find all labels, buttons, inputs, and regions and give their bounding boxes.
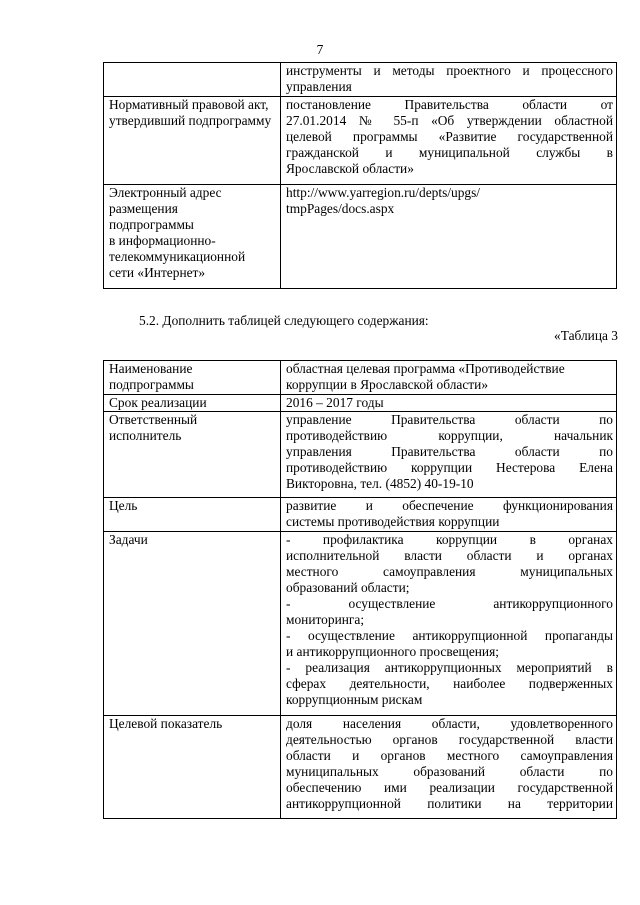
text-line: коррупции в Ярославской области» bbox=[286, 377, 489, 392]
row-label bbox=[104, 412, 281, 498]
row-value bbox=[281, 97, 617, 185]
text-line: 27.01.2014 № 55-п «Об утверждении областной bbox=[286, 113, 613, 128]
text-line: мониторинга; bbox=[286, 612, 365, 627]
label-line: телекоммуникационной bbox=[109, 249, 246, 264]
table-row bbox=[104, 185, 617, 289]
table-caption: «Таблица 3 bbox=[554, 328, 618, 343]
text-line: деятельностью органов государственной власти bbox=[286, 732, 613, 747]
table-row bbox=[104, 395, 617, 412]
text-line: области и органов местного самоуправления bbox=[286, 748, 613, 763]
row-label bbox=[104, 716, 281, 819]
text-line: - профилактика коррупции в органах bbox=[286, 532, 613, 547]
text-line: доля населения области, удовлетворенного bbox=[286, 716, 613, 731]
table-row bbox=[104, 412, 617, 498]
text-line: исполнительной власти области и органах bbox=[286, 548, 613, 563]
text-line: местного самоуправления муниципальных bbox=[286, 564, 613, 579]
row-value bbox=[281, 716, 617, 819]
text-line: - осуществление антикоррупционного bbox=[286, 596, 613, 611]
text-line: постановление Правительства области от bbox=[286, 97, 613, 112]
text-line: управления bbox=[286, 79, 352, 94]
text-line: гражданской и муниципальной службы в bbox=[286, 145, 613, 160]
text-line: системы противодействия коррупции bbox=[286, 514, 500, 529]
table-row bbox=[104, 532, 617, 716]
text-line: муниципальных образований области по bbox=[286, 764, 613, 779]
text-line: управления Правительства области по bbox=[286, 444, 613, 459]
row-label bbox=[104, 97, 281, 185]
text-line: - осуществление антикоррупционной пропаганды bbox=[286, 628, 613, 643]
table-row bbox=[104, 716, 617, 819]
row-value bbox=[281, 361, 617, 395]
row-value bbox=[281, 395, 617, 412]
text-line: - реализация антикоррупционных мероприятий в bbox=[286, 660, 613, 675]
text-line: управление Правительства области по bbox=[286, 412, 613, 427]
text-line: Ярославской области» bbox=[286, 161, 414, 176]
label-line: в информационно- bbox=[109, 233, 216, 248]
row-value bbox=[281, 532, 617, 716]
text-line: инструменты и методы проектного и процессного bbox=[286, 63, 613, 78]
label-line: Ответственный bbox=[109, 412, 198, 427]
label-text: Нормативный правовой акт, утвердивший подпрограмму bbox=[109, 97, 272, 128]
label-line: сети «Интернет» bbox=[109, 265, 206, 280]
page-number: 7 bbox=[316, 42, 324, 57]
row-value bbox=[281, 412, 617, 498]
table-row bbox=[104, 63, 617, 97]
label-line: Целевой показатель bbox=[109, 716, 223, 731]
label-line: Срок реализации bbox=[109, 395, 207, 410]
text-line: развитие и обеспечение функционирования bbox=[286, 498, 613, 513]
paragraph-5-2: 5.2. Дополнить таблицей следующего содержания: bbox=[139, 313, 429, 328]
text-line: целевой программы «Развитие государственной bbox=[286, 129, 613, 144]
row-value bbox=[281, 185, 617, 289]
text-line: антикоррупционной политики на территории bbox=[286, 796, 613, 811]
row-label bbox=[104, 185, 281, 289]
program-info-table-continued bbox=[103, 62, 617, 289]
label-line: Электронный адрес bbox=[109, 185, 222, 200]
text-line: сферах деятельности, наиболее подверженных bbox=[286, 676, 613, 691]
row-value bbox=[281, 63, 617, 97]
text-line: противодействию коррупции Нестерова Елена bbox=[286, 460, 613, 475]
text-line: коррупционным рискам bbox=[286, 692, 423, 707]
url-line: tmpPages/docs.aspx bbox=[286, 201, 395, 216]
row-value bbox=[281, 498, 617, 532]
label-line: подпрограммы bbox=[109, 377, 194, 392]
row-label bbox=[104, 532, 281, 716]
label-line: Цель bbox=[109, 498, 138, 513]
text-line: 2016 – 2017 годы bbox=[286, 395, 384, 410]
row-label bbox=[104, 395, 281, 412]
row-label bbox=[104, 361, 281, 395]
label-line: подпрограммы bbox=[109, 217, 194, 232]
row-label bbox=[104, 63, 281, 97]
label-line: Наименование bbox=[109, 361, 193, 376]
table-row bbox=[104, 361, 617, 395]
label-line: размещения bbox=[109, 201, 178, 216]
text-line: и антикоррупционного просвещения; bbox=[286, 644, 499, 659]
text-line: образований области; bbox=[286, 580, 410, 595]
table-3 bbox=[103, 360, 617, 819]
table-row bbox=[104, 97, 617, 185]
text-line: обеспечению ими реализации государственной bbox=[286, 780, 613, 795]
label-line: Задачи bbox=[109, 532, 148, 547]
url-line: http://www.yarregion.ru/depts/upgs/ bbox=[286, 185, 481, 200]
table-row bbox=[104, 498, 617, 532]
label-line: исполнитель bbox=[109, 428, 182, 443]
text-line: Викторовна, тел. (4852) 40-19-10 bbox=[286, 476, 474, 491]
row-label bbox=[104, 498, 281, 532]
text-line: противодействию коррупции, начальник bbox=[286, 428, 613, 443]
text-line: областная целевая программа «Противодействие bbox=[286, 361, 565, 376]
